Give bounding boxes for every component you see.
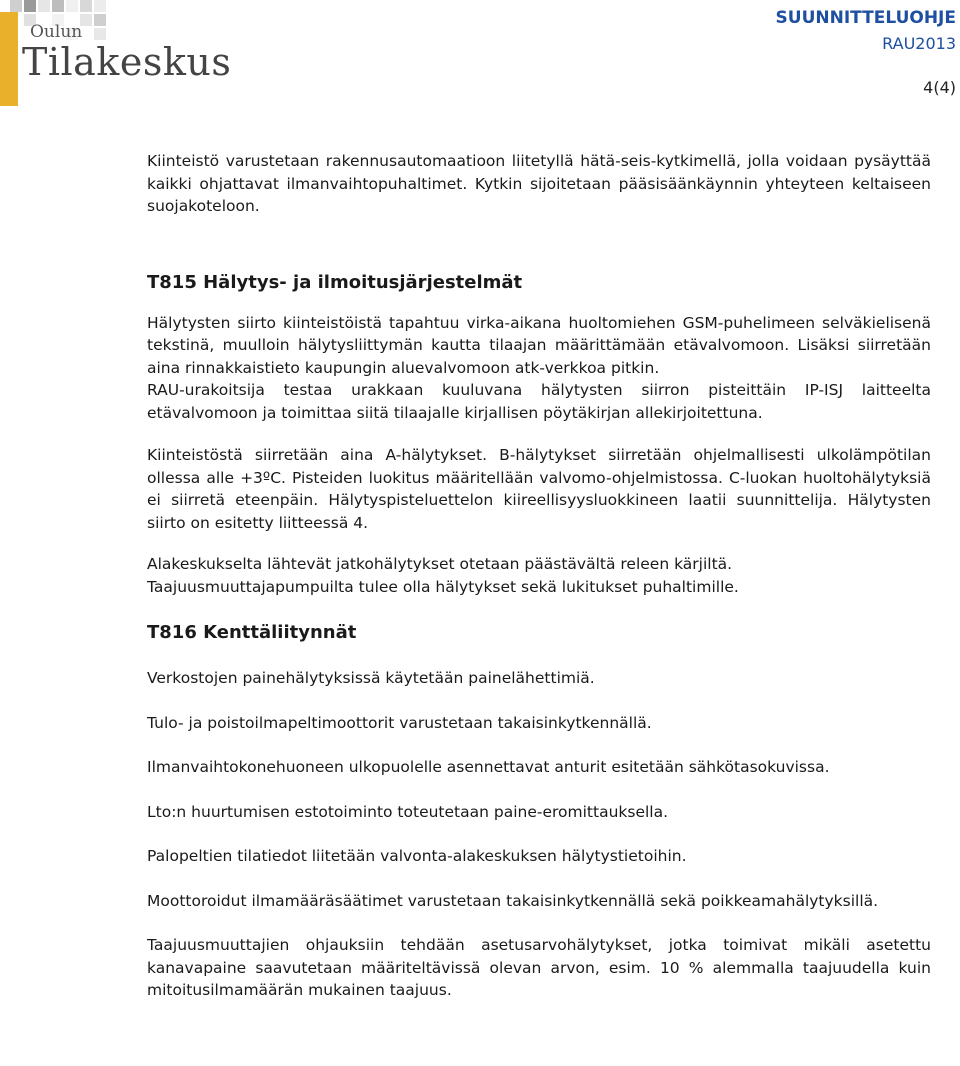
intro-paragraph: Kiinteistö varustetaan rakennusautomaatioon liitetyllä hätä-seis-kytkimellä, jolla voidaan pysäyttää kaikki ohjattavat ilmanvaihtopuhaltimet. Kytkin sijoitetaan pääsisäänkäynnin yhteyteen keltaiseen suojakoteloon. [147, 152, 931, 215]
document-title: SUUNNITTELUOHJE [775, 8, 956, 28]
t816-paragraph-4: Lto:n huurtumisen estotoiminto toteutetaan paine-eromittauksella. [147, 802, 669, 821]
t816-paragraph-2: Tulo- ja poistoilmapeltimoottorit varustetaan takaisinkytkennällä. [147, 713, 652, 732]
t815-paragraph-1: Hälytysten siirto kiinteistöistä tapahtuu virka-aikana huoltomiehen GSM-puhelimeen selväkielisenä tekstinä, muulloin hälytysliittymän kautta tilaajan määrittämään etävalvomoon. Lisäksi siirretään aina rinnakkaistieto kaupungin aluevalvomoon atk-verkkoa pitkin. [147, 313, 931, 377]
t816-paragraph-6: Moottoroidut ilmamääräsäätimet varustetaan takaisinkytkennällä sekä poikkeamahälytyksillä. [147, 891, 879, 910]
document-header [776, 8, 956, 53]
section-heading-t816: T816 Kenttäliitynnät [147, 622, 357, 643]
document-body [147, 150, 931, 1002]
t816-paragraph-3: Ilmanvaihtokonehuoneen ulkopuolelle asennettavat anturit esitetään sähkötasokuvissa. [147, 758, 830, 776]
t816-paragraph-7: Taajuusmuuttajien ohjauksiin tehdään asetusarvohälytykset, jotka toimivat mikäli asetettu kanavapaine saavutetaan määriteltävissä olevan arvon, esim. 10 % alemmalla taajuudella kuin mitoitusilmamäärän mukainen taajuus. [147, 936, 931, 999]
page-number: 4(4) [923, 78, 956, 97]
logo-bar [0, 12, 18, 106]
t815-paragraph-4a: Alakeskukselta lähtevät jatkohälytykset otetaan päästävältä releen kärjiltä. [147, 555, 733, 573]
logo-small-text: Oulun [30, 22, 83, 42]
logo-large-text: Tilakeskus [22, 40, 232, 84]
t816-paragraph-1: Verkostojen painehälytyksissä käytetään painelähettimiä. [147, 669, 595, 687]
section-heading-t815: T815 Hälytys- ja ilmoitusjärjestelmät [147, 271, 523, 293]
t815-paragraph-4b: Taajuusmuuttajapumpuilta tulee olla hälytykset sekä lukitukset puhaltimille. [147, 577, 739, 596]
t815-paragraph-2: RAU-urakoitsija testaa urakkaan kuuluvana hälytysten siirron pisteittäin IP-ISJ laitteelta etävalvomoon ja toimittaa siitä tilaajalle kirjallisen pöytäkirjan allekirjoitettuna. [147, 381, 931, 422]
t815-paragraph-3: Kiinteistöstä siirretään aina A-hälytykset. B-hälytykset siirretään ohjelmallisesti ulkolämpötilan ollessa alle +3ºC. Pisteiden luokitus määritellään valvomo-ohjelmistossa. C-luokan huoltohälytyksiä ei siirretä eteenpäin. Hälytyspisteluettelon kiireellisyysluokkineen laatii suunnittelija. Hälytysten siirto on esitetty liitteessä 4. [147, 446, 931, 532]
t816-paragraph-5: Palopeltien tilatiedot liitetään valvonta-alakeskuksen hälytystietoihin. [147, 847, 687, 865]
document-code: RAU2013 [882, 34, 956, 53]
tilakeskus-logo [0, 0, 260, 110]
